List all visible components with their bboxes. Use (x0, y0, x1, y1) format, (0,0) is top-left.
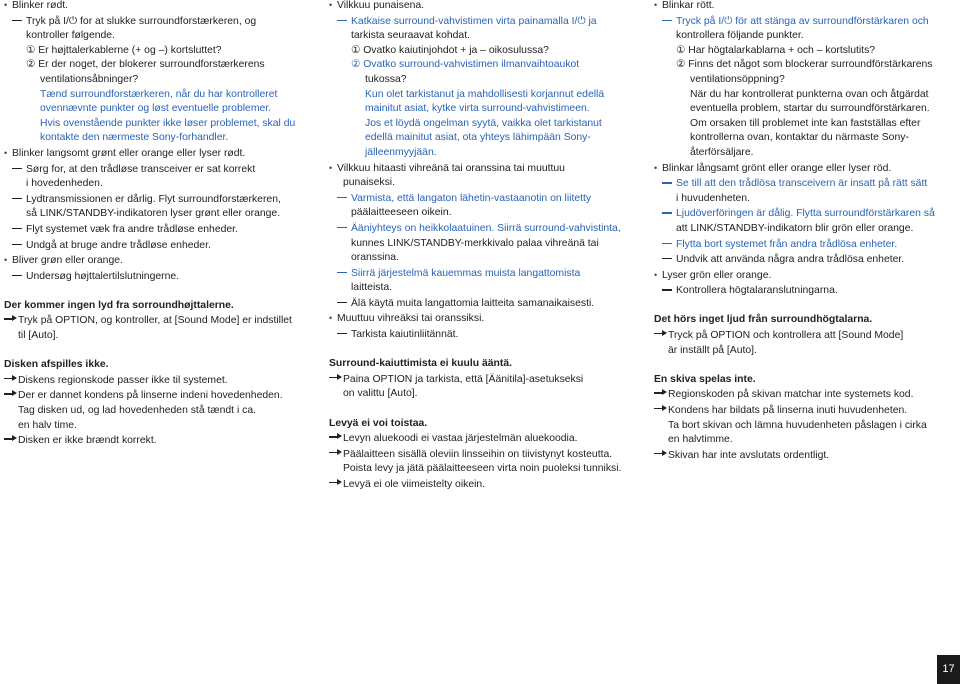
arrow-right-icon (4, 433, 18, 443)
line-text: Flytta bort systemet från andra trådlösa enheter. (676, 238, 898, 250)
line-text: en halv time. (18, 419, 77, 431)
line-text: Surround-kaiuttimista ei kuulu ääntä. (329, 358, 513, 370)
bullet-icon: • (654, 162, 658, 173)
text-line (329, 431, 635, 447)
section-heading (4, 299, 308, 314)
text-line (654, 58, 954, 73)
line-text: Tryck på I/⏻ för att stänga av surroundförstärkaren och (676, 15, 929, 27)
line-text: Der er dannet kondens på linserne indeni hovedenheden. (18, 390, 283, 402)
text-line (654, 146, 954, 161)
arrow-right-icon (329, 477, 343, 487)
text-line (654, 403, 954, 419)
text-line (4, 146, 308, 162)
line-text: ① Ovatko kaiutinjohdot + ja – oikosulussa? (351, 44, 549, 56)
bullet-icon: • (4, 0, 8, 10)
line-text: Ljudöverföringen är dålig. Flytta surroundförstärkaren så (676, 208, 935, 220)
line-text: Tryck på OPTION och kontrollera att [Sound Mode] (668, 330, 904, 342)
text-line (4, 329, 308, 344)
text-line (654, 387, 954, 403)
text-line (329, 447, 635, 463)
text-line (654, 73, 954, 88)
bullet-icon: • (4, 255, 8, 266)
arrow-right-icon (654, 448, 668, 458)
text-line (654, 0, 954, 14)
line-text: När du har kontrollerat punkterna ovan och åtgärdat (690, 88, 929, 100)
text-line (4, 131, 308, 146)
line-text: Det hörs inget ljud från surroundhögtalarna. (654, 314, 873, 326)
text-line (4, 192, 308, 208)
line-text: on valittu [Auto]. (343, 388, 418, 400)
line-text: Flyt systemet væk fra andre trådløse enheder. (26, 223, 238, 235)
text-line (329, 281, 635, 296)
arrow-right-icon (4, 313, 18, 323)
dash-icon (337, 191, 351, 201)
line-text: Undvik att använda några andra trådlösa enheter. (676, 254, 905, 266)
text-line (4, 29, 308, 44)
line-text: Päälaitteen sisällä oleviin linsseihin on tiivistynyt kosteutta. (343, 448, 613, 460)
text-line (4, 73, 308, 88)
line-text: kontrollera följande punkter. (676, 30, 804, 42)
text-line (329, 237, 635, 252)
bullet-icon: • (329, 162, 333, 173)
text-line (4, 58, 308, 73)
text-line (4, 102, 308, 117)
line-text: kontrollerna ovan, kontaktar du närmaste Sony- (690, 132, 909, 144)
line-text: Muuttuu vihreäksi tai oranssiksi. (337, 313, 485, 325)
section-heading (654, 313, 954, 328)
text-line (329, 221, 635, 237)
line-text: Bliver grøn eller orange. (12, 255, 123, 267)
line-text: oranssina. (351, 252, 399, 264)
line-text: Om orsaken till problemet inte kan fastställas efter (690, 117, 921, 129)
dash-icon (12, 162, 26, 172)
text-line (329, 102, 635, 117)
section-heading (4, 358, 308, 373)
text-line (329, 176, 635, 191)
arrow-right-icon (329, 447, 343, 457)
line-text: ② Ovatko surround-vahvistimen ilmanvaihtoaukot (351, 59, 580, 71)
line-text: Tænd surroundforstærkeren, når du har kontrolleret (40, 88, 278, 100)
line-text: päälaitteeseen oikein. (351, 207, 452, 219)
text-line (329, 191, 635, 207)
text-line (4, 162, 308, 178)
text-line (329, 311, 635, 327)
line-text: til [Auto]. (18, 330, 59, 342)
line-text: ① Har högtalarkablarna + och – kortslutits? (676, 44, 876, 56)
arrow-right-icon (329, 431, 343, 441)
line-text: jälleenmyyjään. (365, 146, 437, 158)
paragraph-gap (654, 358, 954, 373)
line-text: Katkaise surround-vahvistimen virta painamalla I/⏻ ja (351, 15, 597, 27)
paragraph-gap (329, 343, 635, 358)
dash-icon (12, 238, 26, 248)
text-line (329, 146, 635, 161)
text-line (4, 253, 308, 269)
line-text: Vilkkuu hitaasti vihreänä tai oranssina tai muuttuu (337, 162, 565, 174)
dash-icon (337, 296, 351, 306)
text-line (654, 222, 954, 237)
line-text: Levyä ei ole viimeistelty oikein. (343, 479, 486, 490)
bullet-icon: • (329, 0, 333, 10)
line-text: Disken afspilles ikke. (4, 359, 109, 371)
dash-icon (662, 14, 676, 24)
section-heading (329, 417, 635, 432)
text-line (654, 268, 954, 284)
text-line (4, 388, 308, 404)
text-line (4, 88, 308, 103)
line-text: Disken er ikke brændt korrekt. (18, 435, 157, 447)
column-finnish (329, 0, 635, 493)
line-text: ovennævnte punkter og løst eventuelle problemer. (40, 103, 272, 115)
text-line (329, 462, 635, 477)
text-line (329, 131, 635, 146)
line-text: Blinker langsomt grønt eller orange eller lyser rødt. (12, 147, 246, 159)
line-text: kontakte den nærmeste Sony-forhandler. (40, 132, 229, 144)
text-line (654, 14, 954, 30)
dash-icon (662, 252, 676, 262)
line-text: edellä mainitut asiat, ota yhteys lähimpään Sony- (365, 132, 591, 144)
line-text: Undgå at bruge andre trådløse enheder. (26, 239, 211, 251)
text-line (4, 404, 308, 419)
text-line (4, 313, 308, 329)
dash-icon (337, 14, 351, 24)
line-text: En skiva spelas inte. (654, 373, 756, 385)
line-text: eventuella problem, startar du surroundförstärkaren. (690, 103, 930, 115)
line-text: Skivan har inte avslutats ordentligt. (668, 449, 830, 461)
line-text: Lyser grön eller orange. (662, 269, 772, 281)
text-line (654, 131, 954, 146)
line-text: kontroller følgende. (26, 30, 115, 42)
text-line (329, 206, 635, 221)
line-text: mainitut asiat, kytke virta surround-vahvistimeen. (365, 103, 590, 115)
line-text: att LINK/STANDBY-indikatorn blir grön eller orange. (676, 222, 914, 234)
line-text: punaiseksi. (343, 177, 395, 189)
line-text: Regionskoden på skivan matchar inte systemets kod. (668, 389, 914, 401)
text-line (329, 58, 635, 73)
text-line (4, 269, 308, 285)
text-line (329, 266, 635, 282)
text-line (329, 117, 635, 132)
text-line (654, 88, 954, 103)
page-number: 17 (937, 655, 960, 684)
line-text: Levyä ei voi toistaa. (329, 417, 428, 429)
arrow-right-icon (329, 372, 343, 382)
line-text: i hovedenheden. (26, 178, 103, 190)
text-line (329, 73, 635, 88)
text-line (329, 14, 635, 30)
line-text: är inställt på [Auto]. (668, 344, 757, 356)
bullet-icon: • (654, 269, 658, 280)
dash-icon (12, 192, 26, 202)
bullet-icon: • (329, 313, 333, 324)
line-text: Vilkkuu punaisena. (337, 0, 425, 11)
text-line (329, 44, 635, 59)
text-line (329, 477, 635, 493)
line-text: Tryk på OPTION, og kontroller, at [Sound Mode] er indstillet (18, 315, 292, 327)
line-text: en halvtimme. (668, 434, 733, 446)
text-line (654, 344, 954, 359)
line-text: Paina OPTION ja tarkista, että [Äänitila]-asetukseksi (343, 373, 584, 385)
line-text: Hvis ovenstående punkter ikke løser problemet, skal du (40, 117, 296, 129)
arrow-right-icon (4, 388, 18, 398)
section-heading (329, 357, 635, 372)
line-text: Tarkista kaiutinliitännät. (351, 329, 459, 341)
dash-icon (337, 327, 351, 337)
text-line (329, 88, 635, 103)
text-line (329, 387, 635, 402)
text-line (654, 448, 954, 464)
arrow-right-icon (654, 328, 668, 338)
line-text: tukossa? (365, 73, 407, 85)
line-text: Kontrollera högtalaranslutningarna. (676, 285, 838, 297)
text-line (4, 222, 308, 238)
line-text: kunnes LINK/STANDBY-merkkivalo palaa vihreänä tai (351, 237, 599, 249)
text-line (654, 433, 954, 448)
line-text: Varmista, että langaton lähetin-vastaanotin on liitetty (351, 192, 592, 204)
bullet-icon: • (4, 147, 8, 158)
text-line (329, 29, 635, 44)
text-line (654, 192, 954, 207)
text-line (654, 419, 954, 434)
line-text: Der kommer ingen lyd fra sorroundhøjttalerne. (4, 299, 234, 311)
text-line (654, 117, 954, 132)
line-text: Lydtransmissionen er dårlig. Flyt surroundforstærkeren, (26, 193, 281, 205)
line-text: Undersøg højttalertilslutningerne. (26, 270, 180, 282)
text-line (4, 238, 308, 254)
text-line (654, 29, 954, 44)
line-text: Blinkar långsamt grönt eller orange eller lyser röd. (662, 162, 892, 174)
line-text: Blinker rødt. (12, 0, 69, 11)
text-line (329, 327, 635, 343)
text-line (329, 296, 635, 312)
line-text: Siirrä järjestelmä kauemmas muista langattomista (351, 267, 581, 279)
dash-icon (12, 14, 26, 24)
line-text: Sørg for, at den trådløse transceiver er sat korrekt (26, 163, 256, 175)
line-text: återförsäljare. (690, 146, 754, 158)
text-line (654, 237, 954, 253)
column-swedish (654, 0, 954, 463)
text-line (329, 0, 635, 14)
dash-icon (662, 283, 676, 293)
line-text: Se till att den trådlösa transceivern är insatt på rätt sätt (676, 178, 928, 190)
line-text: ② Er der noget, der blokerer surroundforstærkerens (26, 59, 265, 71)
text-line (654, 283, 954, 299)
line-text: Tryk på I/⏻ for at slukke surroundforstærkeren, og (26, 15, 257, 27)
line-text: Älä käytä muita langattomia laitteita samanaikaisesti. (351, 297, 595, 309)
line-text: tarkista seuraavat kohdat. (351, 30, 470, 42)
paragraph-gap (329, 402, 635, 417)
text-line (654, 176, 954, 192)
text-line (4, 419, 308, 434)
line-text: Kondens har bildats på linserna inuti huvudenheten. (668, 405, 908, 417)
paragraph-gap (4, 284, 308, 299)
line-text: Levyn aluekoodi ei vastaa järjestelmän aluekoodia. (343, 433, 578, 445)
text-line (329, 372, 635, 388)
text-line (654, 206, 954, 222)
line-text: så LINK/STANDBY-indikatoren lyser grønt eller orange. (26, 208, 281, 220)
line-text: laitteista. (351, 282, 393, 294)
text-line (4, 0, 308, 14)
paragraph-gap (654, 299, 954, 314)
line-text: Poista levy ja jätä päälaitteeseen virta noin puoleksi tunniksi. (343, 463, 622, 475)
line-text: ventilationsöppning? (690, 73, 785, 85)
text-line (4, 117, 308, 132)
text-line (4, 373, 308, 389)
text-line (654, 252, 954, 268)
column-danish (4, 0, 308, 449)
text-line (329, 161, 635, 177)
dash-icon (662, 176, 676, 186)
text-line (4, 14, 308, 30)
text-line (654, 44, 954, 59)
text-line (654, 328, 954, 344)
text-line (654, 102, 954, 117)
dash-icon (337, 266, 351, 276)
text-line (329, 251, 635, 266)
arrow-right-icon (4, 373, 18, 383)
line-text: ② Finns det något som blockerar surroundförstärkarens (676, 59, 933, 71)
text-line (4, 177, 308, 192)
line-text: ventilationsåbninger? (40, 73, 139, 85)
dash-icon (12, 269, 26, 279)
dash-icon (12, 222, 26, 232)
line-text: Blinkar rött. (662, 0, 715, 11)
line-text: Diskens regionskode passer ikke til systemet. (18, 374, 228, 386)
section-heading (654, 373, 954, 388)
dash-icon (662, 206, 676, 216)
text-line (4, 44, 308, 59)
paragraph-gap (4, 344, 308, 359)
bullet-icon: • (654, 0, 658, 10)
text-line (654, 161, 954, 177)
line-text: Ääniyhteys on heikkolaatuinen. Siirrä surround-vahvistinta, (351, 222, 621, 234)
line-text: Tag disken ud, og lad hovedenheden stå tændt i ca. (18, 405, 256, 417)
arrow-right-icon (654, 387, 668, 397)
arrow-right-icon (654, 403, 668, 413)
line-text: Kun olet tarkistanut ja mahdollisesti korjannut edellä (365, 88, 605, 100)
dash-icon (662, 237, 676, 247)
line-text: ① Er højttalerkablerne (+ og –) kortsluttet? (26, 44, 222, 56)
line-text: i huvudenheten. (676, 192, 750, 204)
line-text: Ta bort skivan och lämna huvudenheten påslagen i cirka (668, 419, 927, 431)
text-line (4, 433, 308, 449)
dash-icon (337, 221, 351, 231)
text-line (4, 207, 308, 222)
line-text: Jos et löydä ongelman syytä, vaikka olet tarkistanut (365, 117, 602, 129)
